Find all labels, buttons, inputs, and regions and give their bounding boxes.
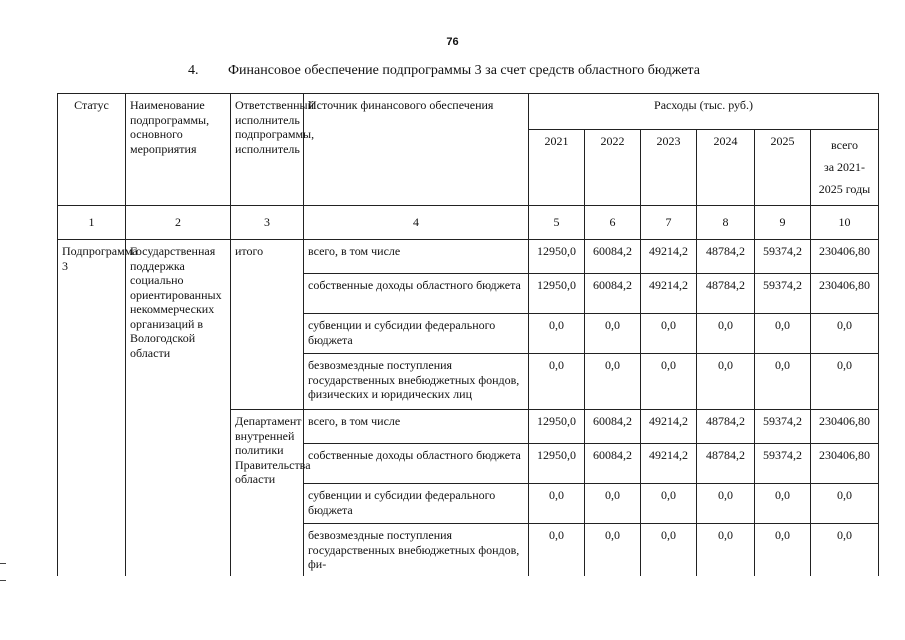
header-status: Статус bbox=[58, 94, 126, 206]
value-cell: 230406,80 bbox=[811, 240, 879, 274]
value-cell: 0,0 bbox=[697, 524, 755, 576]
value-cell: 48784,2 bbox=[697, 274, 755, 314]
financing-table bbox=[57, 93, 879, 576]
value-cell: 48784,2 bbox=[697, 240, 755, 274]
source-cell: всего, в том числе bbox=[304, 410, 529, 444]
page-number: 76 bbox=[446, 36, 459, 48]
value-cell: 12950,0 bbox=[529, 274, 585, 314]
responsible-cell: итого bbox=[231, 240, 304, 410]
column-number: 8 bbox=[697, 206, 755, 240]
header-year: 2022 bbox=[585, 130, 641, 206]
scan-margin-mark bbox=[0, 580, 6, 581]
column-number: 6 bbox=[585, 206, 641, 240]
value-cell: 59374,2 bbox=[755, 240, 811, 274]
value-cell: 0,0 bbox=[641, 484, 697, 524]
value-cell: 48784,2 bbox=[697, 410, 755, 444]
value-cell: 49214,2 bbox=[641, 274, 697, 314]
value-cell: 0,0 bbox=[697, 314, 755, 354]
header-total-line2: за 2021- bbox=[823, 160, 866, 174]
value-cell: 59374,2 bbox=[755, 274, 811, 314]
value-cell: 49214,2 bbox=[641, 410, 697, 444]
column-number: 2 bbox=[126, 206, 231, 240]
value-cell: 60084,2 bbox=[585, 410, 641, 444]
source-cell: субвенции и субсидии федерального бюджета bbox=[304, 484, 529, 524]
value-cell: 48784,2 bbox=[697, 444, 755, 484]
value-cell: 0,0 bbox=[697, 354, 755, 410]
value-cell: 60084,2 bbox=[585, 274, 641, 314]
value-cell: 59374,2 bbox=[755, 410, 811, 444]
section-title: Финансовое обеспечение подпрограммы 3 за счет средств областного бюджета bbox=[228, 63, 700, 78]
source-cell: безвозмездные поступления государственных внебюджетных фондов, фи- bbox=[304, 524, 529, 576]
header-total-line1: всего bbox=[831, 138, 859, 152]
column-number: 5 bbox=[529, 206, 585, 240]
value-cell: 0,0 bbox=[755, 314, 811, 354]
header-name: Наименование подпрограммы, основного мероприятия bbox=[126, 94, 231, 206]
column-number: 7 bbox=[641, 206, 697, 240]
value-cell: 0,0 bbox=[755, 524, 811, 576]
column-number: 4 bbox=[304, 206, 529, 240]
value-cell: 0,0 bbox=[811, 484, 879, 524]
value-cell: 230406,80 bbox=[811, 410, 879, 444]
header-year: 2021 bbox=[529, 130, 585, 206]
responsible-cell: Департамент внутренней политики Правительства области bbox=[231, 410, 304, 576]
section-number: 4. bbox=[188, 63, 199, 78]
subprogram-name-cell: Государственная поддержка социально ориентированных некоммерческих организаций в Вологодской области bbox=[126, 240, 231, 576]
value-cell: 230406,80 bbox=[811, 444, 879, 484]
header-source: Источник финансового обеспечения bbox=[304, 94, 529, 206]
value-cell: 0,0 bbox=[529, 484, 585, 524]
source-cell: безвозмездные поступления государственных внебюджетных фондов, физических и юридических лиц bbox=[304, 354, 529, 410]
source-cell: субвенции и субсидии федерального бюджета bbox=[304, 314, 529, 354]
header-year: 2025 bbox=[755, 130, 811, 206]
value-cell: 12950,0 bbox=[529, 444, 585, 484]
value-cell: 230406,80 bbox=[811, 274, 879, 314]
value-cell: 12950,0 bbox=[529, 240, 585, 274]
header-total-line3: 2025 годы bbox=[818, 182, 871, 196]
value-cell: 0,0 bbox=[585, 354, 641, 410]
scan-margin-mark bbox=[0, 563, 6, 564]
value-cell: 0,0 bbox=[585, 314, 641, 354]
value-cell: 0,0 bbox=[811, 354, 879, 410]
value-cell: 0,0 bbox=[697, 484, 755, 524]
source-cell: собственные доходы областного бюджета bbox=[304, 444, 529, 484]
value-cell: 0,0 bbox=[529, 354, 585, 410]
column-number: 10 bbox=[811, 206, 879, 240]
source-cell: собственные доходы областного бюджета bbox=[304, 274, 529, 314]
section-heading bbox=[188, 63, 700, 79]
value-cell: 0,0 bbox=[529, 314, 585, 354]
value-cell: 49214,2 bbox=[641, 240, 697, 274]
column-number: 1 bbox=[58, 206, 126, 240]
value-cell: 59374,2 bbox=[755, 444, 811, 484]
value-cell: 0,0 bbox=[811, 524, 879, 576]
value-cell: 0,0 bbox=[755, 354, 811, 410]
status-cell: Подпрограмма 3 bbox=[58, 240, 126, 576]
column-number: 3 bbox=[231, 206, 304, 240]
source-cell: всего, в том числе bbox=[304, 240, 529, 274]
value-cell: 12950,0 bbox=[529, 410, 585, 444]
header-responsible: Ответственный исполнитель подпрограммы, исполнитель bbox=[231, 94, 304, 206]
header-year: 2024 bbox=[697, 130, 755, 206]
column-number: 9 bbox=[755, 206, 811, 240]
value-cell: 60084,2 bbox=[585, 240, 641, 274]
value-cell: 0,0 bbox=[811, 314, 879, 354]
value-cell: 60084,2 bbox=[585, 444, 641, 484]
header-year: 2023 bbox=[641, 130, 697, 206]
value-cell: 0,0 bbox=[585, 484, 641, 524]
value-cell: 0,0 bbox=[529, 524, 585, 576]
value-cell: 0,0 bbox=[641, 354, 697, 410]
value-cell: 0,0 bbox=[585, 524, 641, 576]
header-total bbox=[811, 130, 879, 206]
value-cell: 0,0 bbox=[755, 484, 811, 524]
value-cell: 0,0 bbox=[641, 314, 697, 354]
value-cell: 49214,2 bbox=[641, 444, 697, 484]
header-expenses: Расходы (тыс. руб.) bbox=[529, 94, 879, 130]
value-cell: 0,0 bbox=[641, 524, 697, 576]
